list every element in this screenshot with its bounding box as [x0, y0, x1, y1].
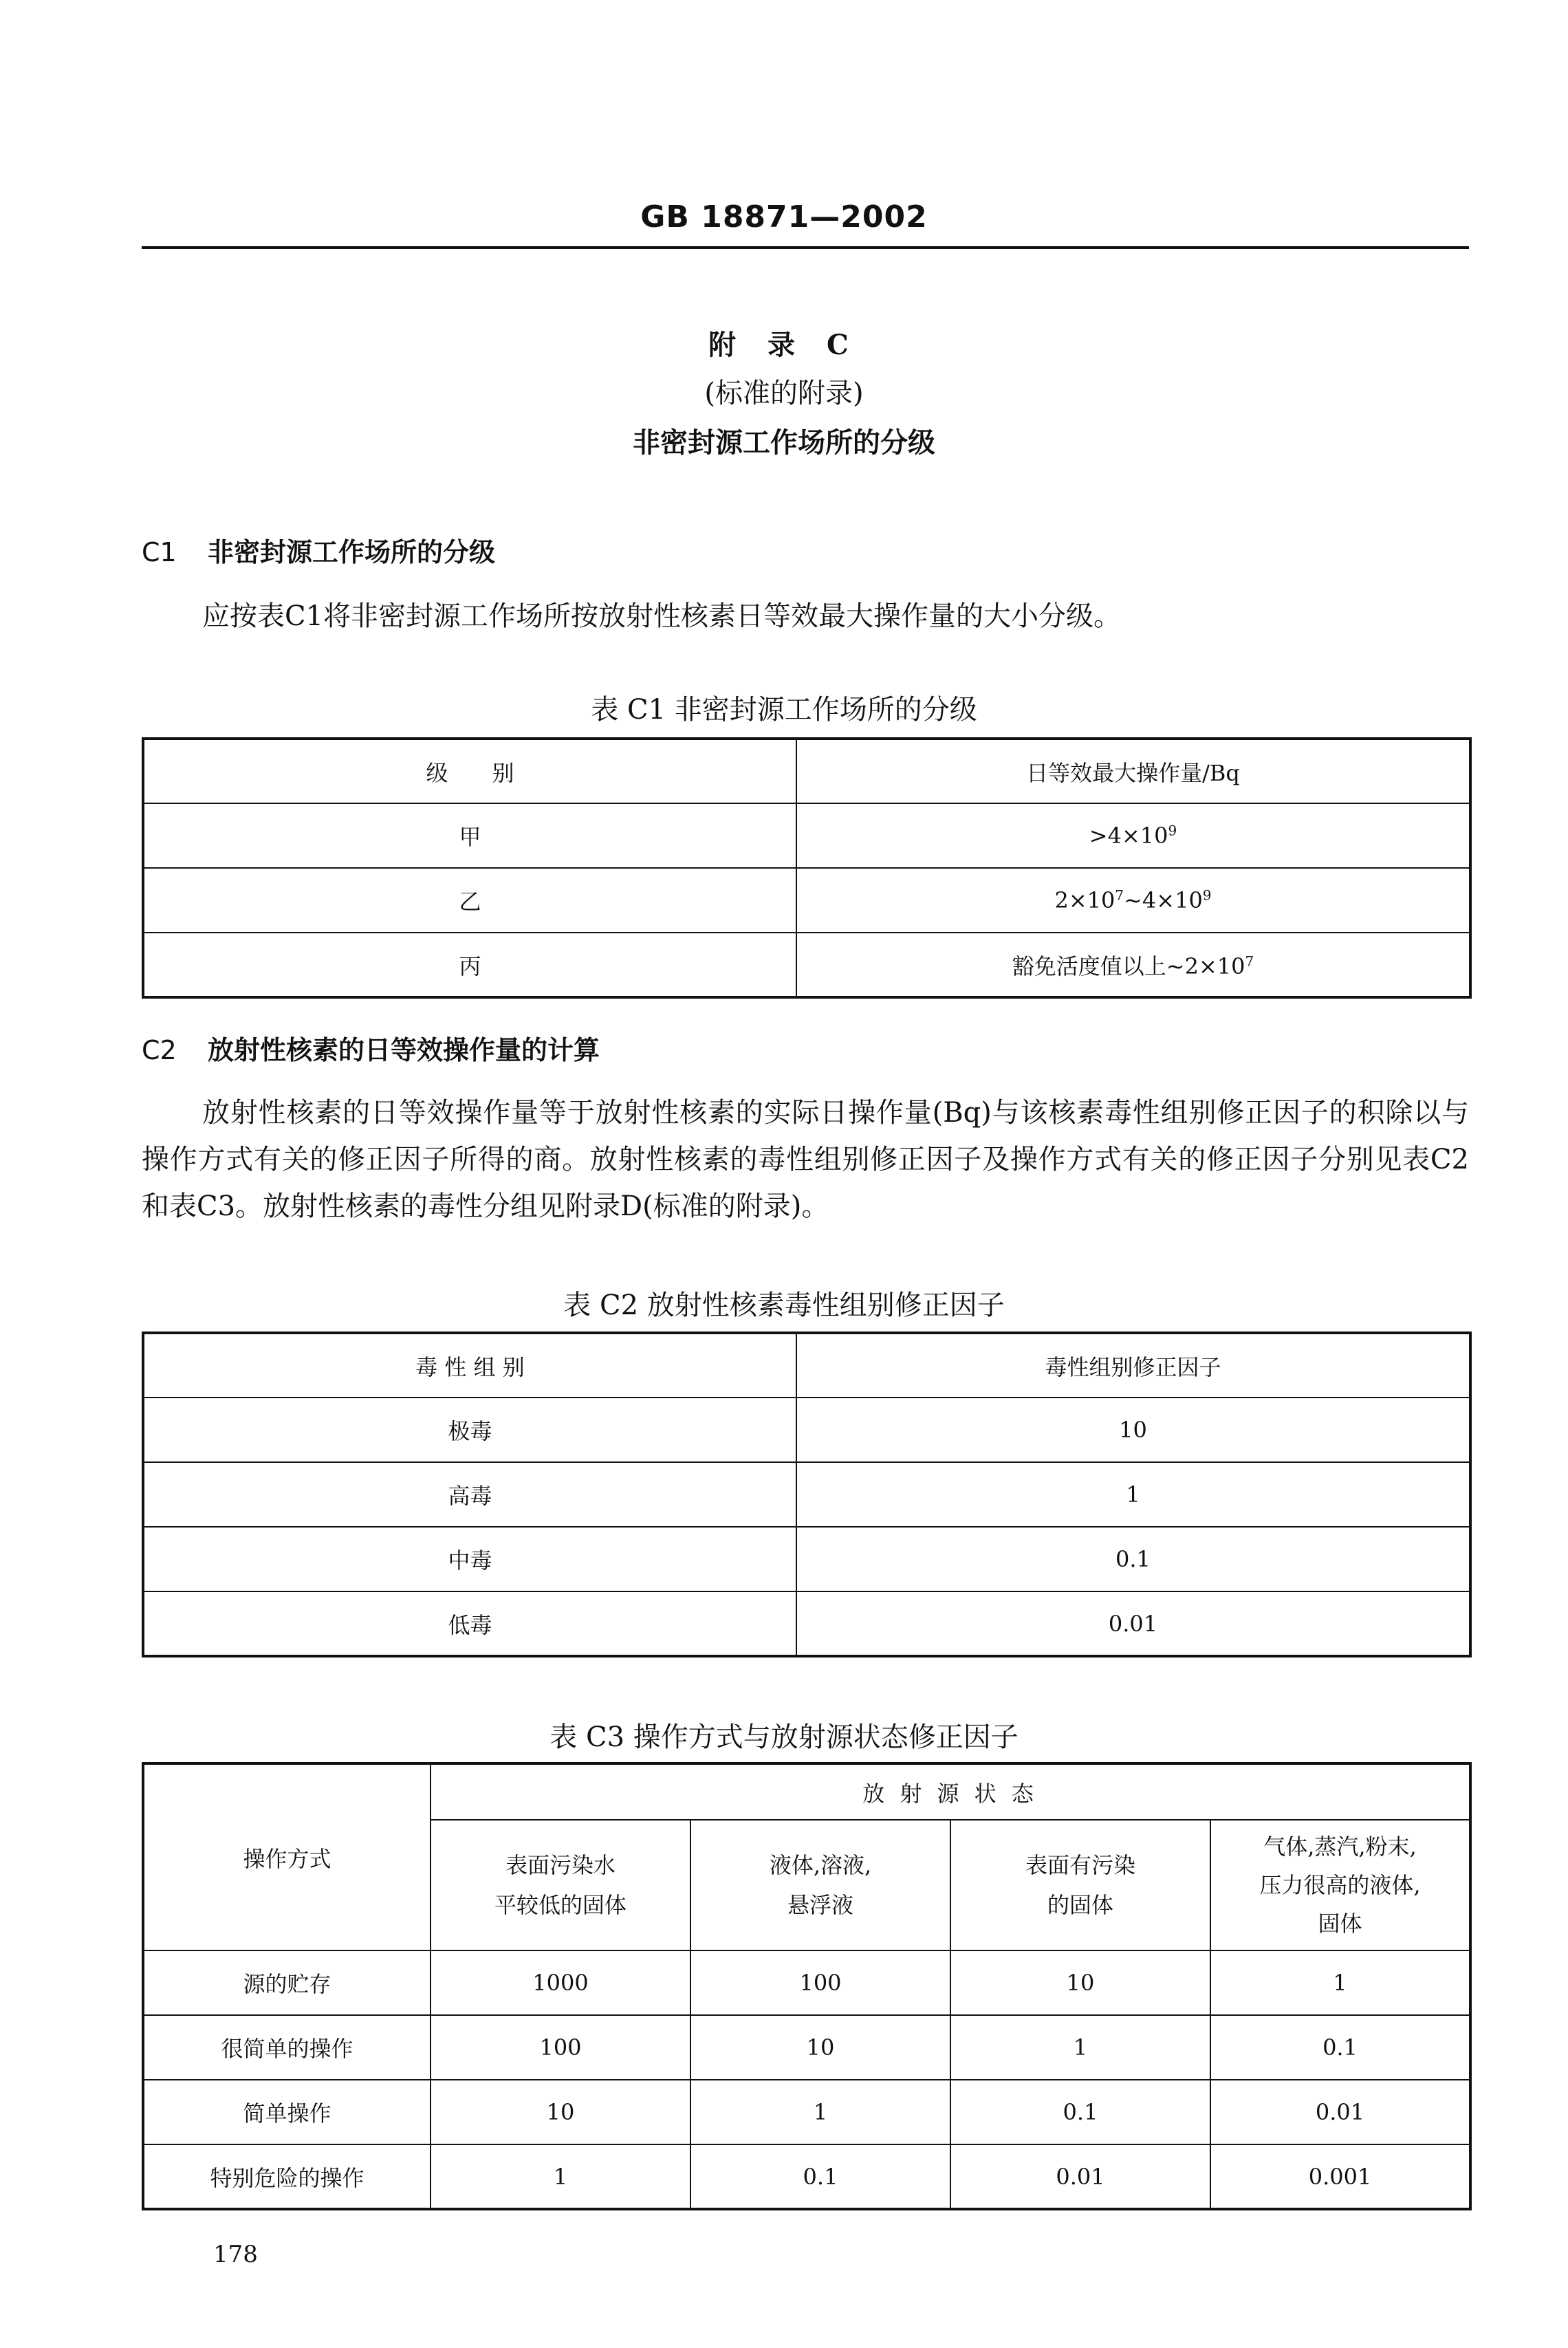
- table-cell: 0.001: [1210, 2144, 1470, 2209]
- table-cell: 10: [431, 2080, 690, 2144]
- table-cell: [796, 803, 1470, 868]
- table-cell: 0.1: [796, 1527, 1470, 1591]
- table-cell: 1: [950, 2015, 1210, 2080]
- table-row: [143, 803, 1470, 868]
- table-row: [143, 1398, 1470, 1462]
- table-cell: 0.01: [796, 1591, 1470, 1656]
- section-c2-paragraph: 放射性核素的日等效操作量等于放射性核素的实际日操作量(Bq)与该核素毒性组别修正因子的积除以与操作方式有关的修正因子所得的商。放射性核素的毒性组别修正因子及操作方式有关的修正因子分别见表C2和表C3。放射性核素的毒性分组见附录D(标准的附录)。: [142, 1097, 1469, 1222]
- table-row: [143, 2015, 1470, 2080]
- table-cell: 乙: [143, 868, 796, 933]
- table-row: [143, 1462, 1470, 1527]
- header-line: 压力很高的液体,: [1259, 1872, 1421, 1898]
- section-c1-paragraph: 应按表C1将非密封源工作场所按放射性核素日等效最大操作量的大小分级。: [202, 600, 1122, 632]
- header-line: 平较低的固体: [494, 1892, 627, 1918]
- table-corner-cell: 操作方式: [143, 1763, 431, 1950]
- exponent: 7: [1115, 887, 1124, 904]
- section-title: 非密封源工作场所的分级: [208, 536, 496, 567]
- table-cell: 10: [690, 2015, 950, 2080]
- table-row: [143, 933, 1470, 997]
- table-row: [143, 1527, 1470, 1591]
- table-header-cell: 毒 性 组 别: [143, 1333, 796, 1398]
- table-cell: 100: [690, 1950, 950, 2015]
- table-c2-caption: 表 C2 放射性核素毒性组别修正因子: [563, 1290, 1005, 1321]
- section-title: 放射性核素的日等效操作量的计算: [208, 1034, 600, 1065]
- appendix-subtitle: (标准的附录): [704, 378, 864, 409]
- table-cell: 低毒: [143, 1591, 796, 1656]
- table-cell: 10: [950, 1950, 1210, 2015]
- table-cell: 源的贮存: [143, 1950, 431, 2015]
- section-number: C1: [142, 537, 177, 567]
- page-number: 178: [213, 2241, 258, 2268]
- table-cell: [796, 933, 1470, 997]
- header-line: 液体,溶液,: [769, 1852, 872, 1878]
- section-c1-heading: [142, 531, 495, 569]
- table-header-cell: [1210, 1820, 1470, 1950]
- exponent: 7: [1245, 952, 1254, 969]
- table-cell: 特别危险的操作: [143, 2144, 431, 2209]
- table-cell: 中毒: [143, 1527, 796, 1591]
- table-cell: 0.1: [690, 2144, 950, 2209]
- appendix-title: 附 录 C: [708, 329, 860, 361]
- table-cell: 1: [796, 1462, 1470, 1527]
- page-header-code: GB 18871—2002: [640, 199, 928, 235]
- table-row: [143, 868, 1470, 933]
- header-line: 固体: [1318, 1911, 1362, 1937]
- table-cell: 简单操作: [143, 2080, 431, 2144]
- section-c2-heading: [142, 1029, 600, 1067]
- appendix-name: 非密封源工作场所的分级: [633, 426, 935, 459]
- value-text: 2×10: [1054, 887, 1115, 913]
- table-c3: [142, 1762, 1472, 2210]
- table-c3-caption: 表 C3 操作方式与放射源状态修正因子: [549, 1721, 1019, 1753]
- table-row: [143, 2080, 1470, 2144]
- table-row: [143, 1591, 1470, 1656]
- table-cell: 丙: [143, 933, 796, 997]
- table-c2: [142, 1331, 1472, 1657]
- header-line: 悬浮液: [787, 1892, 853, 1918]
- table-header-cell: 毒性组别修正因子: [796, 1333, 1470, 1398]
- table-cell: 极毒: [143, 1398, 796, 1462]
- table-header-cell: [690, 1820, 950, 1950]
- header-line: 表面有污染: [1025, 1852, 1135, 1878]
- header-line: 的固体: [1047, 1892, 1113, 1918]
- value-text: 豁免活度值以上~2×10: [1012, 953, 1245, 979]
- table-cell: [796, 868, 1470, 933]
- value-text: ~4×10: [1124, 887, 1203, 913]
- table-header-cell: [950, 1820, 1210, 1950]
- header-line: 气体,蒸汽,粉末,: [1263, 1834, 1417, 1860]
- table-cell: 0.01: [950, 2144, 1210, 2209]
- table-cell: 0.1: [950, 2080, 1210, 2144]
- table-header-cell: 日等效最大操作量/Bq: [796, 739, 1470, 803]
- table-cell: 100: [431, 2015, 690, 2080]
- table-header-cell: 级 别: [143, 739, 796, 803]
- table-cell: 高毒: [143, 1462, 796, 1527]
- table-cell: 1000: [431, 1950, 690, 2015]
- value-text: >4×10: [1089, 823, 1168, 849]
- table-cell: 很简单的操作: [143, 2015, 431, 2080]
- table-cell: 1: [431, 2144, 690, 2209]
- table-cell: 0.01: [1210, 2080, 1470, 2144]
- table-cell: 甲: [143, 803, 796, 868]
- table-group-header: 放 射 源 状 态: [431, 1763, 1470, 1820]
- exponent: 9: [1168, 822, 1177, 839]
- header-rule: [142, 246, 1469, 249]
- table-header-cell: [431, 1820, 690, 1950]
- table-row: [143, 2144, 1470, 2209]
- section-number: C2: [142, 1035, 177, 1065]
- table-cell: 0.1: [1210, 2015, 1470, 2080]
- table-cell: 10: [796, 1398, 1470, 1462]
- exponent: 9: [1202, 887, 1212, 904]
- table-row: [143, 1950, 1470, 2015]
- table-cell: 1: [1210, 1950, 1470, 2015]
- table-c1: [142, 737, 1472, 999]
- table-cell: 1: [690, 2080, 950, 2144]
- table-c1-caption: 表 C1 非密封源工作场所的分级: [591, 694, 977, 726]
- header-line: 表面污染水: [505, 1852, 616, 1878]
